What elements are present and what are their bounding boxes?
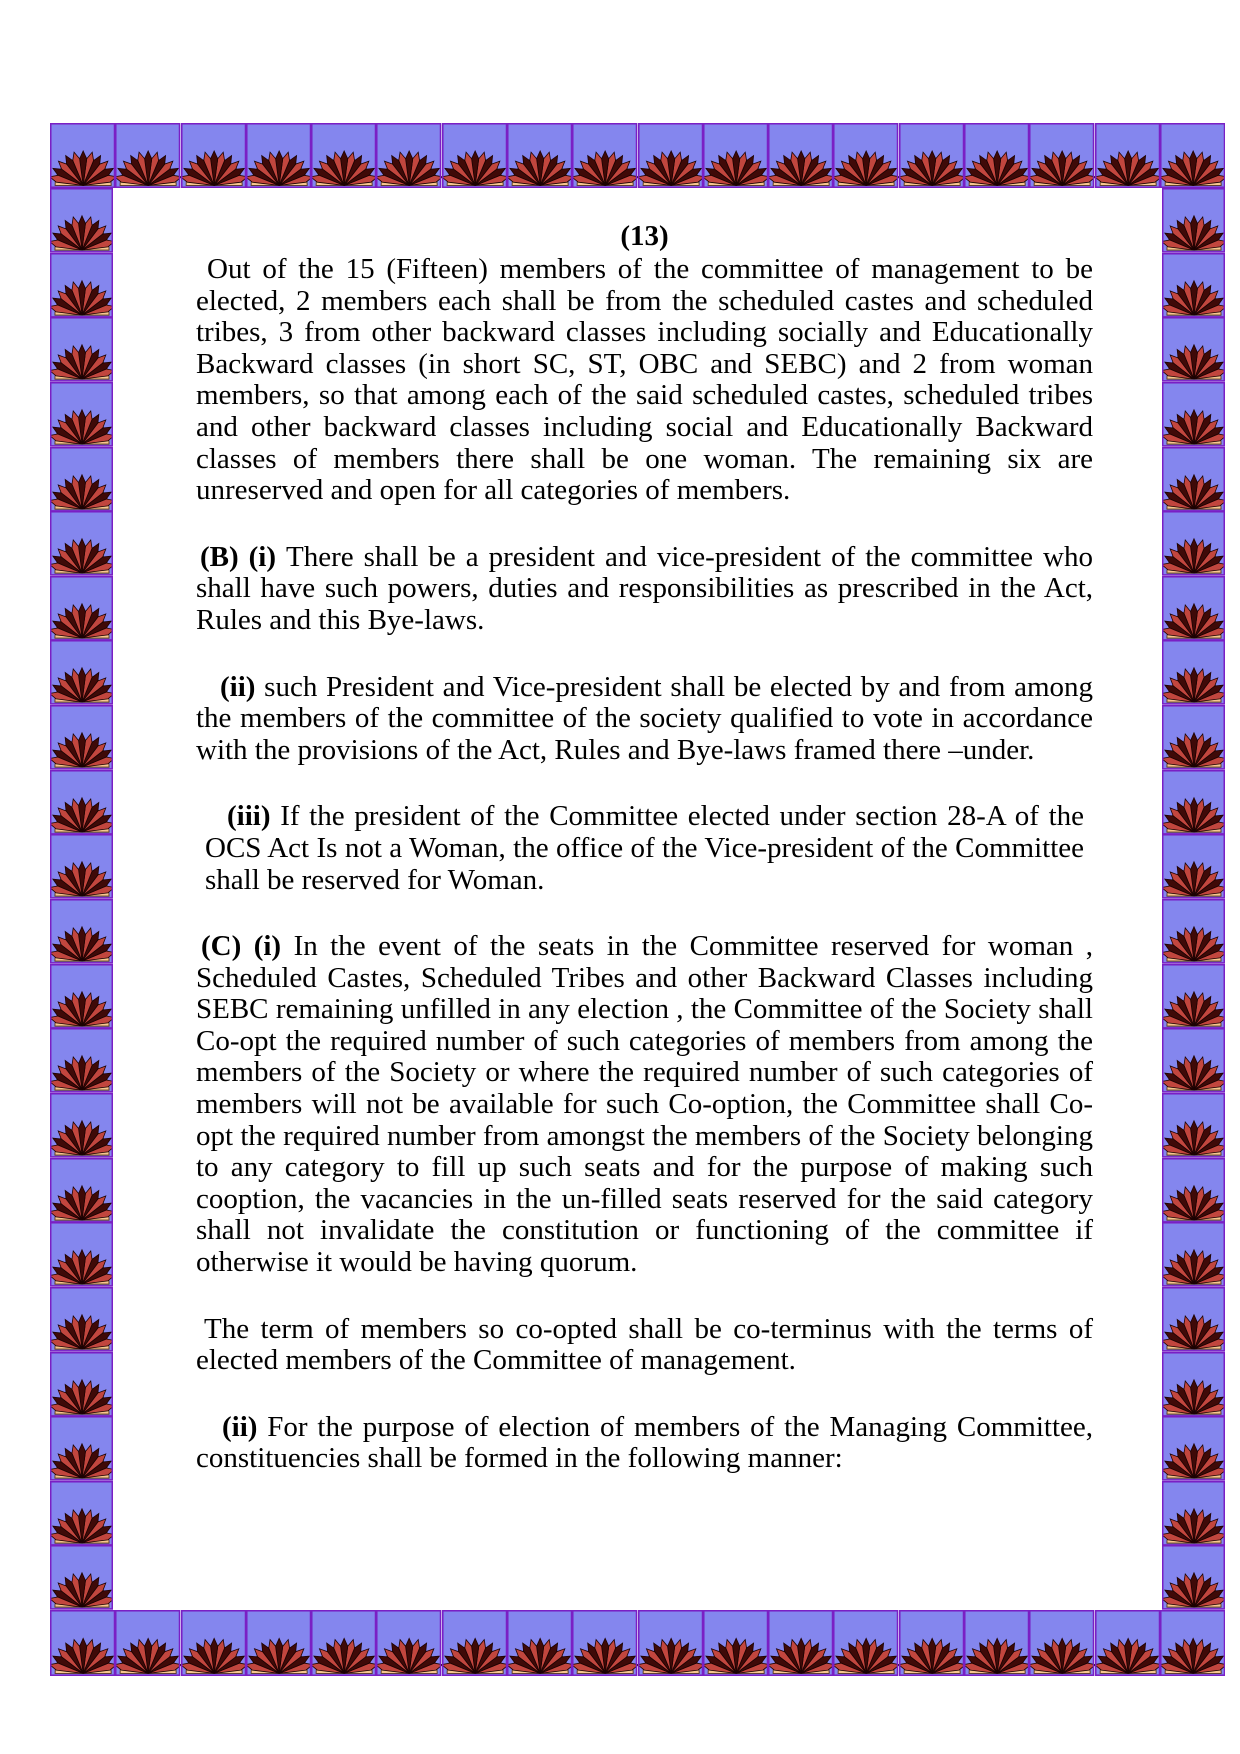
lotus-fan-tile-icon — [507, 123, 572, 188]
lotus-fan-tile-icon — [1162, 770, 1225, 835]
lotus-fan-tile-icon — [1162, 1222, 1225, 1287]
lotus-fan-tile-icon — [1095, 1610, 1160, 1676]
lotus-fan-tile-icon — [964, 1610, 1029, 1676]
document-paragraph — [205, 801, 1084, 896]
para-marker: (ii) — [222, 1410, 258, 1443]
lotus-fan-tile-icon — [1162, 834, 1225, 899]
document-paragraph — [196, 1314, 1093, 1377]
lotus-fan-tile-icon — [638, 123, 703, 188]
lotus-fan-tile-icon — [376, 123, 441, 188]
lotus-fan-tile-icon — [50, 1352, 113, 1417]
lotus-fan-tile-icon — [899, 1610, 964, 1676]
para-text: The term of members so co-opted shall be co-terminus with the terms of elected members of the Committee of management. — [196, 1312, 1093, 1377]
border-left-column — [50, 188, 113, 1610]
lotus-fan-tile-icon — [50, 964, 113, 1029]
lotus-fan-tile-icon — [1162, 1093, 1225, 1158]
document-paragraph — [196, 254, 1093, 507]
border-right-column — [1162, 188, 1225, 1610]
document-body — [196, 220, 1093, 1475]
lotus-fan-tile-icon — [50, 447, 113, 512]
lotus-fan-tile-icon — [1162, 511, 1225, 576]
para-marker: (C) (i) — [201, 930, 282, 963]
lotus-fan-tile-icon — [1162, 640, 1225, 705]
lotus-fan-tile-icon — [1160, 123, 1225, 188]
lotus-fan-tile-icon — [50, 1545, 113, 1610]
lotus-fan-tile-icon — [50, 705, 113, 770]
lotus-fan-tile-icon — [50, 1222, 113, 1287]
lotus-fan-tile-icon — [115, 123, 180, 188]
lotus-fan-tile-icon — [50, 253, 113, 318]
lotus-fan-tile-icon — [246, 1610, 311, 1676]
lotus-fan-tile-icon — [50, 834, 113, 899]
lotus-fan-tile-icon — [1162, 447, 1225, 512]
lotus-fan-tile-icon — [1095, 123, 1160, 188]
lotus-fan-tile-icon — [50, 317, 113, 382]
lotus-fan-tile-icon — [572, 1610, 637, 1676]
lotus-fan-tile-icon — [181, 1610, 246, 1676]
lotus-fan-tile-icon — [50, 576, 113, 641]
lotus-fan-tile-icon — [833, 1610, 898, 1676]
para-text: In the event of the seats in the Committee reserved for woman , Scheduled Castes, Scheduled Tribes and other Backward Classes including SEBC remaining unfilled in any election , the Committee of the Society shall Co-opt the required number of such categories of members from among the members of the Society or where the required number of such categories of members will not be available for such Co-option, the Committee shall Co-opt the required number from amongst the members of the Society belonging to any category to fill up such seats and for the purpose of making such cooption, the vacancies in the un-filled seats reserved for the said category shall not invalidate the constitution or functioning of the committee if otherwise it would be having quorum. — [196, 930, 1093, 1279]
lotus-fan-tile-icon — [1029, 123, 1094, 188]
lotus-fan-tile-icon — [964, 123, 1029, 188]
lotus-fan-tile-icon — [1162, 253, 1225, 318]
lotus-fan-tile-icon — [703, 123, 768, 188]
lotus-fan-tile-icon — [442, 123, 507, 188]
lotus-fan-tile-icon — [1162, 317, 1225, 382]
document-paragraph — [196, 542, 1093, 637]
lotus-fan-tile-icon — [1162, 705, 1225, 770]
lotus-fan-tile-icon — [311, 1610, 376, 1676]
lotus-fan-tile-icon — [1162, 188, 1225, 253]
document-paragraph — [196, 672, 1093, 767]
para-text: If the president of the Committee elected under section 28-A of the OCS Act Is not a Woman, the office of the Vice-president of the Committee shall be reserved for Woman. — [205, 800, 1085, 896]
lotus-fan-tile-icon — [50, 1416, 113, 1481]
document-paragraph — [196, 931, 1093, 1279]
para-marker: (iii) — [227, 800, 271, 833]
lotus-fan-tile-icon — [899, 123, 964, 188]
lotus-fan-tile-icon — [442, 1610, 507, 1676]
lotus-fan-tile-icon — [50, 382, 113, 447]
lotus-fan-tile-icon — [50, 123, 115, 188]
border-bottom-row — [50, 1610, 1225, 1676]
lotus-fan-tile-icon — [50, 1481, 113, 1546]
lotus-fan-tile-icon — [703, 1610, 768, 1676]
lotus-fan-tile-icon — [768, 1610, 833, 1676]
lotus-fan-tile-icon — [1162, 1287, 1225, 1352]
lotus-fan-tile-icon — [1162, 1352, 1225, 1417]
lotus-fan-tile-icon — [311, 123, 376, 188]
lotus-fan-tile-icon — [50, 1028, 113, 1093]
para-text: Out of the 15 (Fifteen) members of the committee of management to be elected, 2 members each shall be from the scheduled castes and scheduled tribes, 3 from other backward classes including socially and Educationally Backward classes (in short SC, ST, OBC and SEBC) and 2 from woman members, so that among each of the said scheduled castes, scheduled tribes and other backward classes including social and Educationally Backward classes of members there shall be one woman. The remaining six are unreserved and open for all categories of members. — [196, 253, 1093, 507]
para-text: For the purpose of election of members of the Managing Committee, constituencies shall be formed in the following manner: — [196, 1410, 1094, 1475]
lotus-fan-tile-icon — [181, 123, 246, 188]
lotus-fan-tile-icon — [1162, 899, 1225, 964]
lotus-fan-tile-icon — [1162, 964, 1225, 1029]
lotus-fan-tile-icon — [50, 511, 113, 576]
lotus-fan-tile-icon — [507, 1610, 572, 1676]
lotus-fan-tile-icon — [376, 1610, 441, 1676]
document-paragraph — [196, 1412, 1093, 1475]
lotus-fan-tile-icon — [50, 1610, 115, 1676]
lotus-fan-tile-icon — [833, 123, 898, 188]
para-marker: (B) (i) — [200, 540, 277, 573]
lotus-fan-tile-icon — [50, 770, 113, 835]
lotus-fan-tile-icon — [1162, 576, 1225, 641]
lotus-fan-tile-icon — [1162, 1545, 1225, 1610]
lotus-fan-tile-icon — [1162, 1481, 1225, 1546]
lotus-fan-tile-icon — [1162, 1028, 1225, 1093]
para-marker: (ii) — [220, 670, 256, 703]
lotus-fan-tile-icon — [638, 1610, 703, 1676]
lotus-fan-tile-icon — [1160, 1610, 1225, 1676]
lotus-fan-tile-icon — [1162, 382, 1225, 447]
para-text: such President and Vice-president shall be elected by and from among the members of the committee of the society qualified to vote in accordance with the provisions of the Act, Rules and Bye-laws framed there –under. — [196, 670, 1094, 766]
lotus-fan-tile-icon — [50, 1158, 113, 1223]
border-top-row — [50, 123, 1225, 188]
lotus-fan-tile-icon — [768, 123, 833, 188]
lotus-fan-tile-icon — [50, 188, 113, 253]
lotus-fan-tile-icon — [50, 1093, 113, 1158]
lotus-fan-tile-icon — [1162, 1416, 1225, 1481]
lotus-fan-tile-icon — [1162, 1158, 1225, 1223]
lotus-fan-tile-icon — [1029, 1610, 1094, 1676]
lotus-fan-tile-icon — [115, 1610, 180, 1676]
lotus-fan-tile-icon — [50, 640, 113, 705]
lotus-fan-tile-icon — [572, 123, 637, 188]
para-text: There shall be a president and vice-president of the committee who shall have such powers, duties and responsibilities as prescribed in the Act, Rules and this Bye-laws. — [196, 540, 1093, 636]
page-number: (13) — [620, 220, 669, 252]
lotus-fan-tile-icon — [50, 1287, 113, 1352]
lotus-fan-tile-icon — [50, 899, 113, 964]
lotus-fan-tile-icon — [246, 123, 311, 188]
